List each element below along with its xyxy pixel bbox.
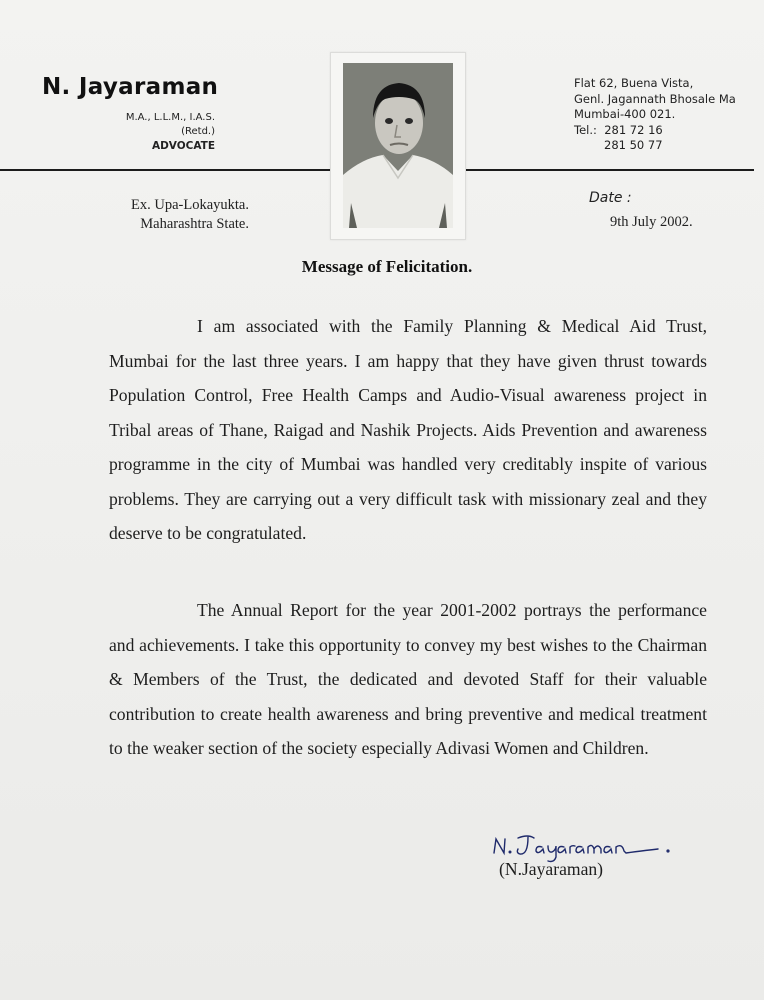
- office-designation: [112, 196, 249, 234]
- printed-signature-name: (N.Jayaraman): [499, 859, 604, 879]
- profession: ADVOCATE: [151, 140, 215, 152]
- letterhead-address: [574, 76, 736, 154]
- retired-note: (Retd.): [181, 126, 215, 137]
- paragraph-2-text: The Annual Report for the year 2001-2002 portrays the performance and achievements. I take this opportunity to convey my best wishes to the Chairman & Members of the Trust, the dedicated and devoted Staff for their valuable contribution to create health awareness and bring preventive and medical treatment to the weaker section of the society especially Adivasi Women and Children.: [109, 600, 707, 758]
- portrait-photo-frame: [330, 52, 466, 240]
- date-value: 9th July 2002.: [610, 214, 693, 230]
- address-line-1: Flat 62, Buena Vista,: [574, 76, 694, 90]
- paragraph-1: [109, 309, 707, 551]
- paragraph-1-text: I am associated with the Family Planning & Medical Aid Trust, Mumbai for the last three years. I am happy that they have given thrust towards Population Control, Free Health Camps and Audio-Visual awareness project in Tribal areas of Thane, Raigad and Nashik Projects. Aids Prevention and awareness programme in the city of Mumbai was handled very creditably inspite of various problems. They are carrying out a very difficult task with missionary zeal and they deserve to be congratulated.: [109, 316, 707, 543]
- date-label: Date :: [589, 190, 632, 206]
- portrait-photo: [343, 63, 453, 228]
- header-rule-left: [0, 169, 334, 171]
- portrait-icon: [343, 63, 453, 228]
- header-rule-right: [465, 169, 754, 171]
- address-line-3: Mumbai-400 021.: [574, 107, 676, 121]
- office-line-2: Maharashtra State.: [140, 216, 249, 232]
- document-title: Message of Felicitation.: [301, 257, 473, 276]
- telephone-2: 281 50 77: [604, 138, 663, 152]
- paragraph-2: [109, 593, 707, 766]
- tel-label: Tel.:: [574, 122, 597, 137]
- address-line-2: Genl. Jagannath Bhosale Ma: [574, 91, 736, 106]
- tel-number-1: 281 72 16: [604, 122, 663, 137]
- office-line-1: Ex. Upa-Lokayukta.: [131, 197, 249, 213]
- letterhead-name: N. Jayaraman: [42, 74, 219, 100]
- letterhead-credentials: [126, 111, 215, 153]
- telephone-1: [574, 123, 736, 139]
- qualifications: M.A., L.L.M., I.A.S.: [125, 112, 215, 123]
